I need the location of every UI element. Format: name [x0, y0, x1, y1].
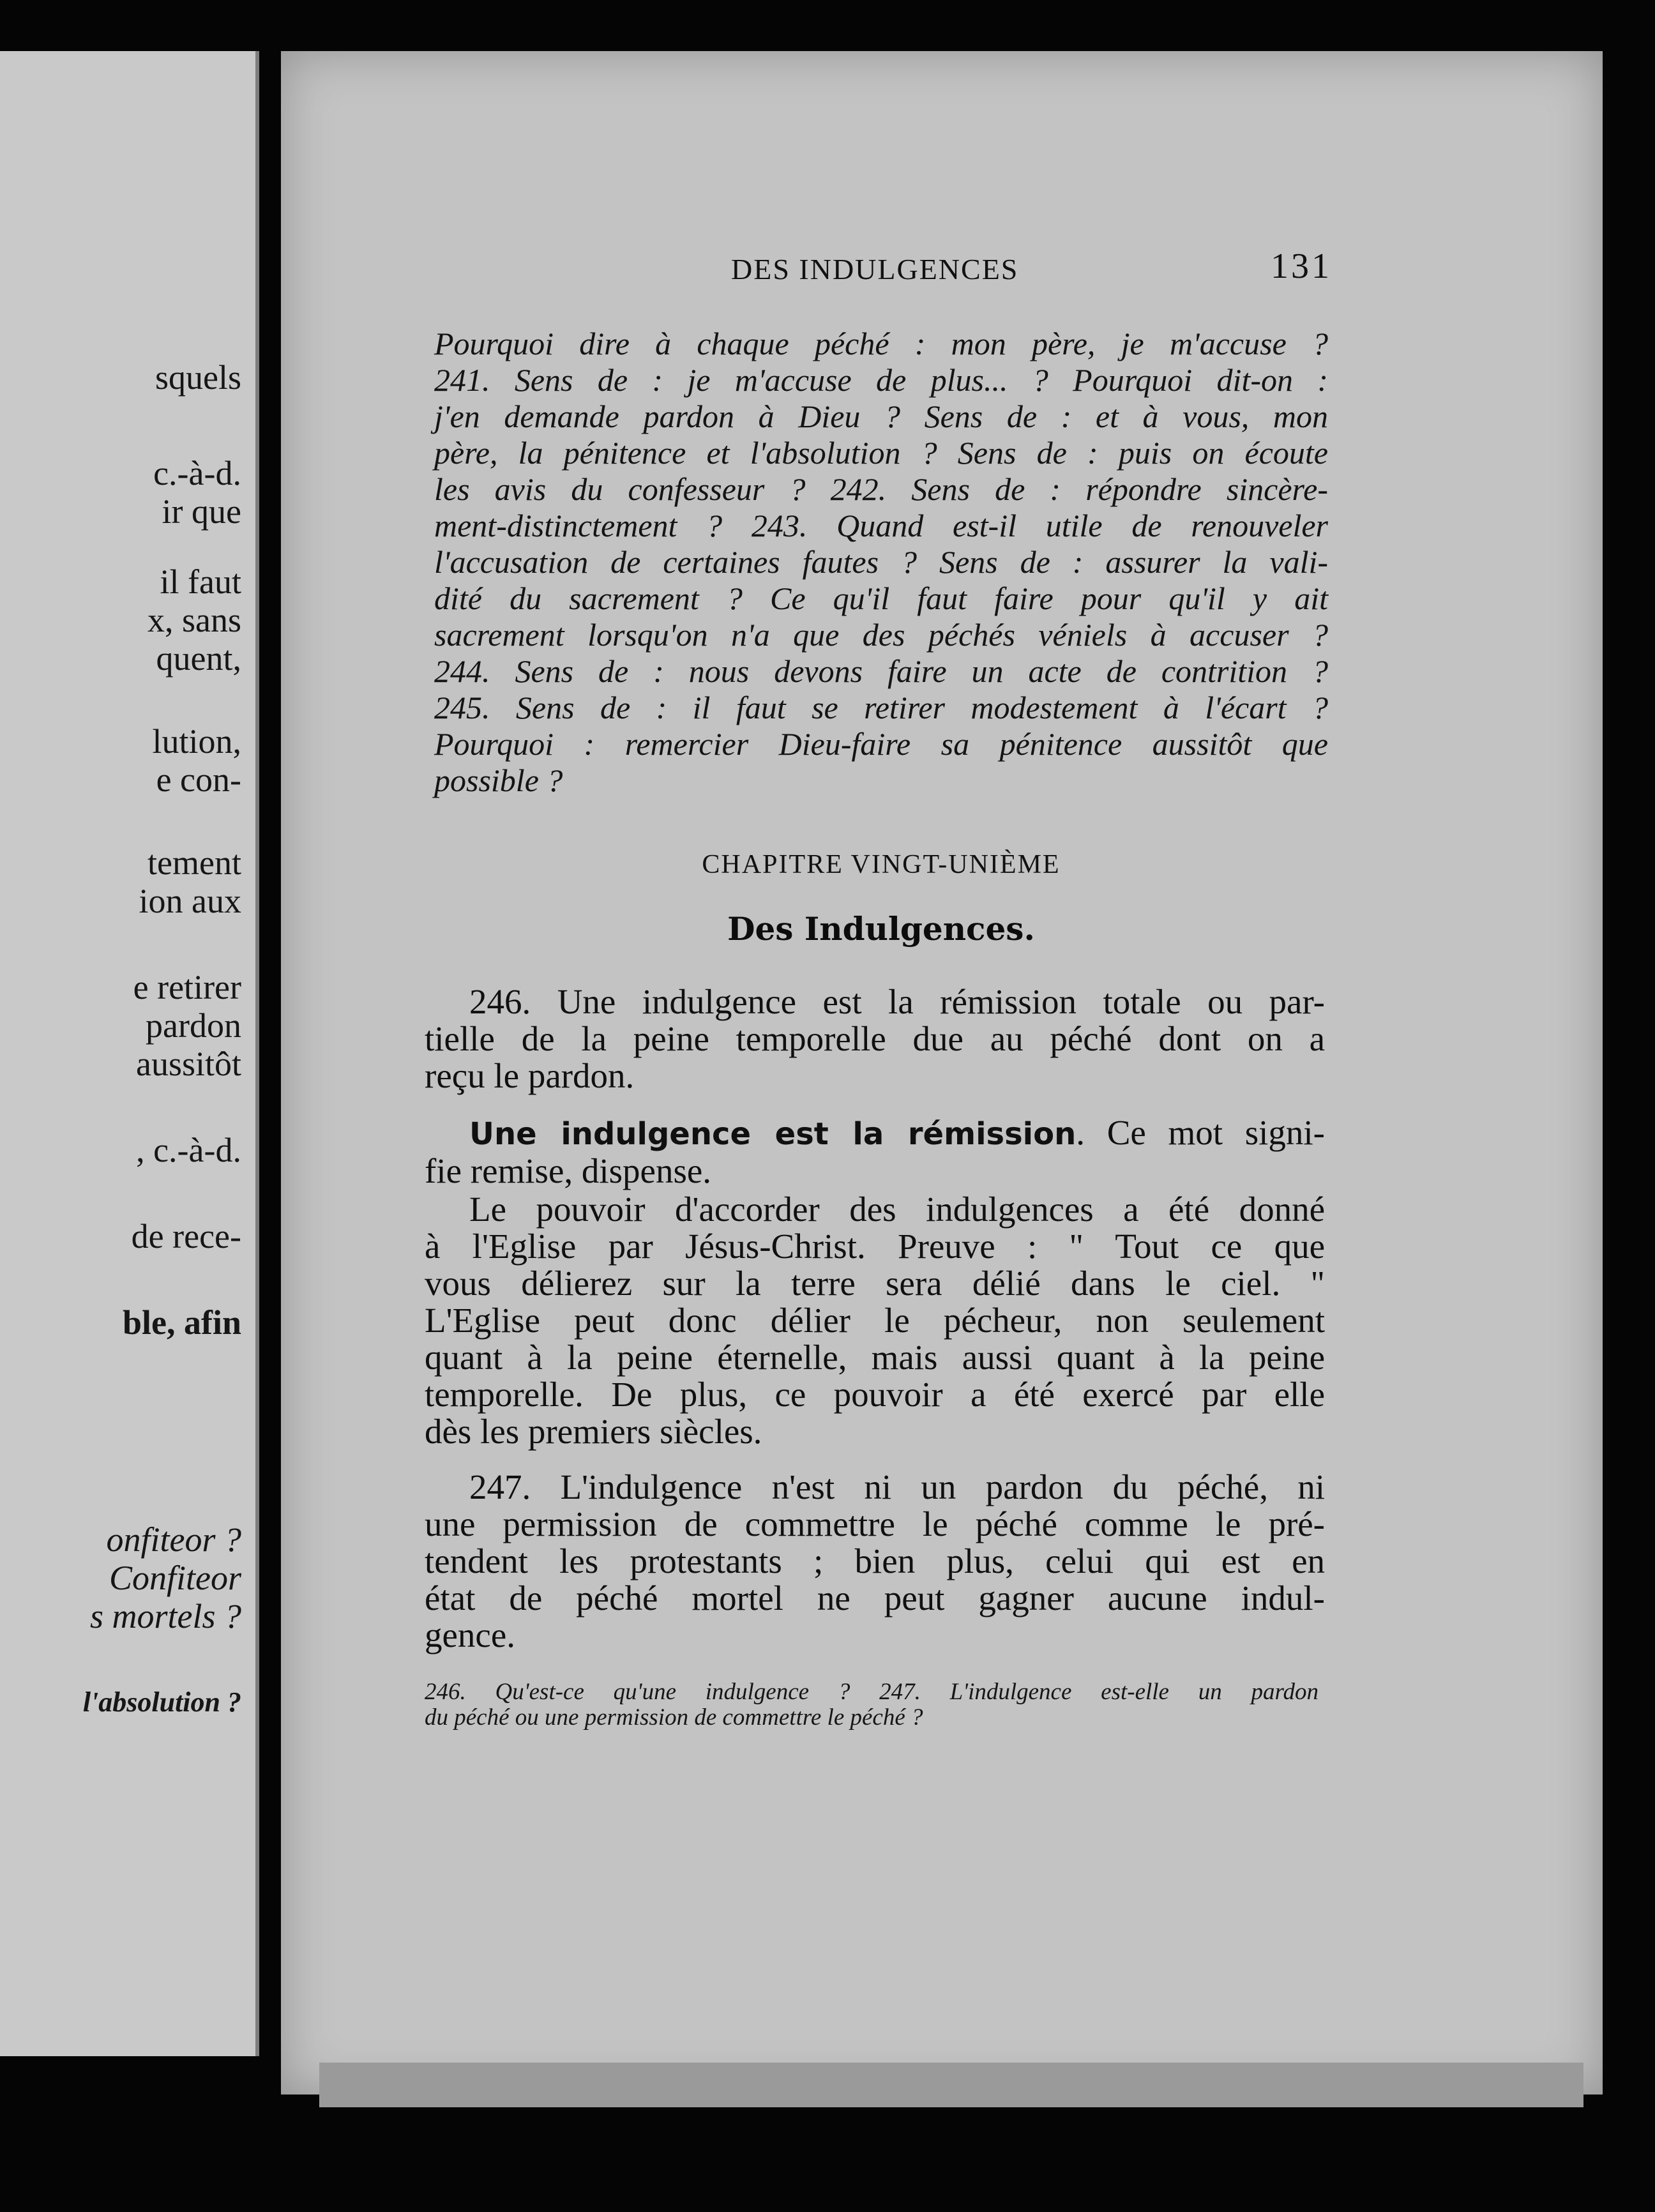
left-page-line: s mortels ? [89, 1597, 241, 1635]
paragraph-line: à l'Eglise par Jésus-Christ. Preuve : " Tout ce que [425, 1227, 1325, 1266]
paragraph-line: gence. [425, 1616, 515, 1655]
question-line: Pourquoi dire à chaque péché : mon père, je m'accuse ? [434, 326, 1328, 361]
paragraph-line: une permission de commettre le péché comme le pré- [425, 1504, 1325, 1543]
question-line: dité du sacrement ? Ce qu'il faut faire pour qu'il y ait [434, 580, 1328, 616]
question-line: 244. Sens de : nous devons faire un acte de contrition ? [434, 653, 1328, 689]
left-page-line: e retirer [133, 968, 241, 1006]
left-page-line: quent, [156, 639, 241, 678]
paragraph-line: 246. Une indulgence est la rémission totale ou par- [469, 982, 1325, 1021]
left-page-line: , c.-à-d. [136, 1131, 241, 1169]
paragraph-line: fie remise, dispense. [425, 1151, 712, 1190]
running-head-title: DES INDULGENCES [731, 253, 1019, 285]
paragraph-line: dès les premiers siècles. [425, 1412, 762, 1451]
question-line: j'en demande pardon à Dieu ? Sens de : et à vous, mon [434, 398, 1328, 434]
paragraph-line: reçu le pardon. [425, 1056, 635, 1095]
paragraph-line [425, 1114, 1325, 1153]
question-line: possible ? [434, 762, 563, 798]
paragraph-text: . Ce mot signi- [1076, 1113, 1325, 1152]
paragraph-explanation [425, 1114, 1325, 1190]
paragraph-line: 247. L'indulgence n'est ni un pardon du péché, ni [469, 1467, 1325, 1506]
paragraph-247 [425, 1469, 1325, 1654]
left-page-line: lution, [152, 722, 241, 761]
paragraph-246 [425, 983, 1325, 1095]
footnote-line: du péché ou une permission de commettre le péché ? [425, 1704, 923, 1731]
question-line: 241. Sens de : je m'accuse de plus... ? Pourquoi dit-on : [434, 362, 1328, 398]
paragraph-line: tielle de la peine temporelle due au péché dont on a [425, 1019, 1325, 1058]
question-line: sacrement lorsqu'on n'a que des péchés véniels à accuser ? [434, 617, 1328, 653]
left-page-line: il faut [160, 563, 241, 601]
paragraph-line: Le pouvoir d'accorder des indulgences a été donné [469, 1190, 1325, 1229]
left-page-line: tement [147, 844, 241, 882]
question-line: père, la pénitence et l'absolution ? Sens de : puis on écoute [434, 435, 1328, 471]
question-line: les avis du confesseur ? 242. Sens de : répondre sincère- [434, 471, 1328, 507]
left-page-line: c.-à-d. [153, 454, 241, 492]
left-page-line: x, sans [147, 601, 241, 639]
footnote-line: 246. Qu'est-ce qu'une indulgence ? 247. L'indulgence est-elle un pardon [425, 1679, 1319, 1705]
left-page-line: de rece- [131, 1217, 241, 1255]
left-page-line: ble, afin [122, 1303, 241, 1342]
question-line: ment-distinctement ? 243. Quand est-il utile de renouveler [434, 508, 1328, 543]
left-page-line: pardon [146, 1006, 241, 1045]
emphasized-term: Une indulgence est la rémission [469, 1116, 1077, 1152]
paragraph-line: temporelle. De plus, ce pouvoir a été exercé par elle [425, 1375, 1325, 1414]
question-line: 245. Sens de : il faut se retirer modestement à l'écart ? [434, 690, 1328, 725]
page-edge [319, 2063, 1583, 2107]
left-page-line: ion aux [139, 882, 241, 920]
chapter-heading: Des Indulgences. [727, 910, 1035, 948]
left-page-line: ir que [162, 492, 241, 531]
paragraph-line: vous délierez sur la terre sera délié dans le ciel. " [425, 1264, 1325, 1303]
left-page-line: squels [155, 358, 241, 397]
chapter-label: CHAPITRE VINGT-UNIÈME [702, 850, 1061, 879]
question-line: l'accusation de certaines fautes ? Sens de : assurer la vali- [434, 544, 1328, 580]
left-page-line: aussitôt [135, 1045, 241, 1083]
paragraph-line: quant à la peine éternelle, mais aussi quant à la peine [425, 1338, 1325, 1377]
page-number: 131 [1271, 246, 1332, 286]
paragraph-pouvoir [425, 1191, 1325, 1450]
left-page-line: Confiteor [109, 1559, 241, 1597]
paragraph-line: tendent les protestants ; bien plus, celui qui est en [425, 1542, 1325, 1580]
question-line: Pourquoi : remercier Dieu-faire sa pénitence aussitôt que [434, 726, 1328, 762]
footnote-questions [425, 1679, 1319, 1731]
review-questions [434, 326, 1328, 799]
left-page-line: onfiteor ? [106, 1520, 241, 1559]
previous-page [0, 51, 259, 2056]
paragraph-line: état de péché mortel ne peut gagner aucune indul- [425, 1579, 1325, 1617]
left-page-line: e con- [156, 761, 241, 799]
left-page-line: l'absolution ? [82, 1686, 241, 1718]
paragraph-line: L'Eglise peut donc délier le pécheur, non seulement [425, 1301, 1325, 1340]
